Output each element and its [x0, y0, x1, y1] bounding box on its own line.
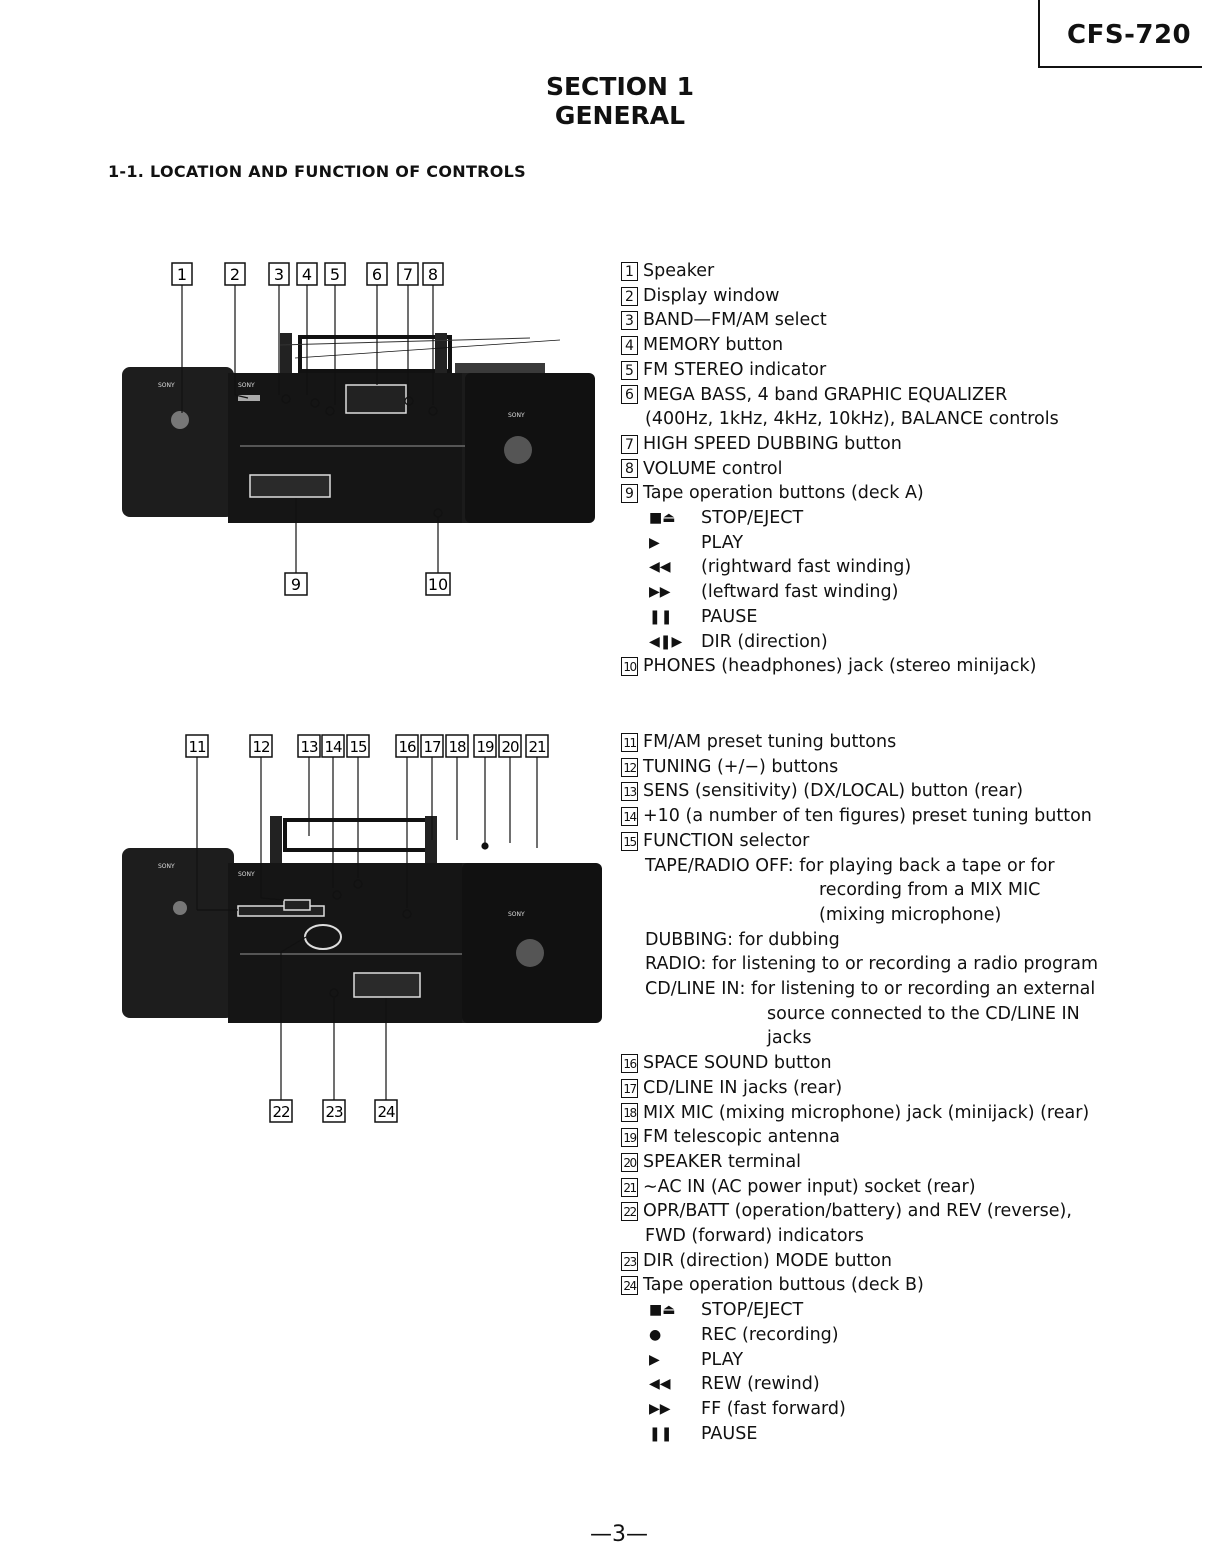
svg-text:3: 3: [273, 265, 285, 284]
callout-13: [298, 735, 320, 757]
deck-a-button: ◀❚▶ DIR (direction): [649, 631, 828, 652]
svg-text:7: 7: [402, 265, 414, 284]
callout-4: [297, 263, 317, 285]
callout-12: [250, 735, 272, 757]
function-mode-tape-cont: recording from a MIX MIC: [819, 880, 1041, 901]
list-item: 13 SENS (sensitivity) (DX/LOCAL) button (rear): [621, 779, 1098, 804]
deck-a-button: ■⏏ STOP/EJECT: [649, 508, 804, 529]
svg-text:22: 22: [272, 1103, 290, 1121]
svg-text:1: 1: [176, 265, 188, 284]
list-item: 11 FM/AM preset tuning buttons: [621, 730, 1098, 755]
function-mode-cd: CD/LINE IN: for listening to or recording an external: [645, 979, 1096, 1000]
callout-21: [526, 735, 548, 757]
callout-5: [325, 263, 345, 285]
callout-10: [426, 573, 450, 595]
deck-b-button: ■⏏ STOP/EJECT: [649, 1300, 804, 1321]
callout-18: [446, 735, 468, 757]
svg-text:24: 24: [377, 1103, 395, 1121]
svg-text:9: 9: [290, 575, 302, 594]
list-item: 8 VOLUME control: [621, 457, 1059, 482]
deck-a-button: ▶▶ (leftward fast winding): [649, 582, 899, 603]
callout-24: [375, 1100, 397, 1122]
svg-text:16: 16: [398, 738, 416, 756]
function-mode-radio: RADIO: for listening to or recording a radio program: [645, 954, 1099, 975]
svg-text:14: 14: [324, 738, 342, 756]
section-title: GENERAL: [554, 101, 686, 130]
callout-14: [322, 735, 344, 757]
callout-16: [396, 735, 418, 757]
list-item: 2 Display window: [621, 284, 1059, 309]
deck-b-button: ❚❚ PAUSE: [649, 1423, 758, 1444]
callout-20: [499, 735, 521, 757]
list-item: 7 HIGH SPEED DUBBING button: [621, 432, 1059, 457]
list-item: 1 Speaker: [621, 259, 1059, 284]
list-item: 19 FM telescopic antenna: [621, 1125, 1098, 1150]
svg-text:10: 10: [427, 575, 449, 594]
svg-text:SONY: SONY: [508, 412, 525, 419]
deck-b-button: ▶ PLAY: [649, 1349, 744, 1370]
svg-text:8: 8: [427, 265, 439, 284]
list-item: 23 DIR (direction) MODE button: [621, 1249, 1098, 1274]
svg-text:23: 23: [325, 1103, 343, 1121]
deck-a-button: ▶ PLAY: [649, 532, 744, 553]
svg-text:17: 17: [423, 738, 441, 756]
callout-8: [423, 263, 443, 285]
callout-6: [367, 263, 387, 285]
list-item: 10 PHONES (headphones) jack (stereo minijack): [621, 654, 1059, 679]
function-mode-cd-cont: source connected to the CD/LINE IN: [767, 1003, 1080, 1024]
svg-text:13: 13: [300, 738, 318, 756]
callout-19: [474, 735, 496, 757]
callout-2: [225, 263, 245, 285]
page-number: —3—: [590, 1522, 648, 1547]
list-item: 4 MEMORY button: [621, 333, 1059, 358]
callout-17: [421, 735, 443, 757]
boombox-front-illustration: [110, 255, 710, 615]
svg-text:18: 18: [448, 738, 466, 756]
svg-text:12: 12: [252, 738, 270, 756]
list-item: 3 BAND—FM/AM select: [621, 308, 1059, 333]
svg-text:5: 5: [329, 265, 341, 284]
callout-1: [172, 263, 192, 285]
svg-text:SONY: SONY: [238, 382, 255, 389]
list-item: 12 TUNING (+/−) buttons: [621, 755, 1098, 780]
callout-9: [285, 573, 307, 595]
svg-text:21: 21: [528, 738, 546, 756]
deck-a-button: ◀◀ (rightward fast winding): [649, 557, 912, 578]
svg-text:SONY: SONY: [158, 863, 175, 870]
controls-list-2: [621, 730, 1098, 1446]
svg-text:SONY: SONY: [158, 382, 175, 389]
list-item: 9 Tape operation buttons (deck A): [621, 481, 1059, 506]
list-item: 22 OPR/BATT (operation/battery) and REV (reverse),: [621, 1199, 1098, 1224]
list-item: 14 +10 (a number of ten figures) preset tuning button: [621, 804, 1098, 829]
list-item: 20 SPEAKER terminal: [621, 1150, 1098, 1175]
list-item: 21 ∼AC IN (AC power input) socket (rear): [621, 1175, 1098, 1200]
list-item: 5 FM STEREO indicator: [621, 358, 1059, 383]
section-number: SECTION 1: [545, 72, 695, 101]
deck-b-button: ● REC (recording): [649, 1324, 839, 1345]
list-item: 18 MIX MIC (mixing microphone) jack (minijack) (rear): [621, 1101, 1098, 1126]
svg-text:11: 11: [188, 738, 206, 756]
list-item-continuation: (400Hz, 1kHz, 4kHz, 10kHz), BALANCE controls: [645, 409, 1059, 430]
list-item: 15 FUNCTION selector: [621, 829, 1098, 854]
svg-text:SONY: SONY: [238, 871, 255, 878]
subsection-heading: 1-1. LOCATION AND FUNCTION OF CONTROLS: [108, 162, 526, 181]
callout-7: [398, 263, 418, 285]
model-number: CFS-720: [1067, 20, 1192, 50]
list-item-continuation: FWD (forward) indicators: [645, 1226, 864, 1247]
deck-a-button: ❚❚ PAUSE: [649, 606, 758, 627]
svg-text:2: 2: [229, 265, 241, 284]
deck-b-button: ▶▶ FF (fast forward): [649, 1398, 846, 1419]
list-item: 16 SPACE SOUND button: [621, 1051, 1098, 1076]
boombox-rear-illustration: [110, 728, 710, 1128]
svg-text:19: 19: [476, 738, 494, 756]
controls-list-1: [621, 259, 1059, 679]
list-item: 17 CD/LINE IN jacks (rear): [621, 1076, 1098, 1101]
callout-11: [186, 735, 208, 757]
function-mode-tape: TAPE/RADIO OFF: for playing back a tape or for: [645, 855, 1055, 876]
svg-text:SONY: SONY: [508, 911, 525, 918]
svg-text:15: 15: [349, 738, 367, 756]
deck-b-button: ◀◀ REW (rewind): [649, 1374, 820, 1395]
callout-22: [270, 1100, 292, 1122]
svg-text:20: 20: [501, 738, 519, 756]
svg-text:6: 6: [371, 265, 383, 284]
function-mode-tape-cont: (mixing microphone): [819, 904, 1002, 925]
function-mode-cd-cont: jacks: [767, 1028, 812, 1049]
list-item: 6 MEGA BASS, 4 band GRAPHIC EQUALIZER: [621, 383, 1059, 408]
svg-text:4: 4: [301, 265, 313, 284]
callout-23: [323, 1100, 345, 1122]
callout-15: [347, 735, 369, 757]
callout-3: [269, 263, 289, 285]
function-mode-dubbing: DUBBING: for dubbing: [645, 929, 840, 950]
list-item: 24 Tape operation buttous (deck B): [621, 1273, 1098, 1298]
